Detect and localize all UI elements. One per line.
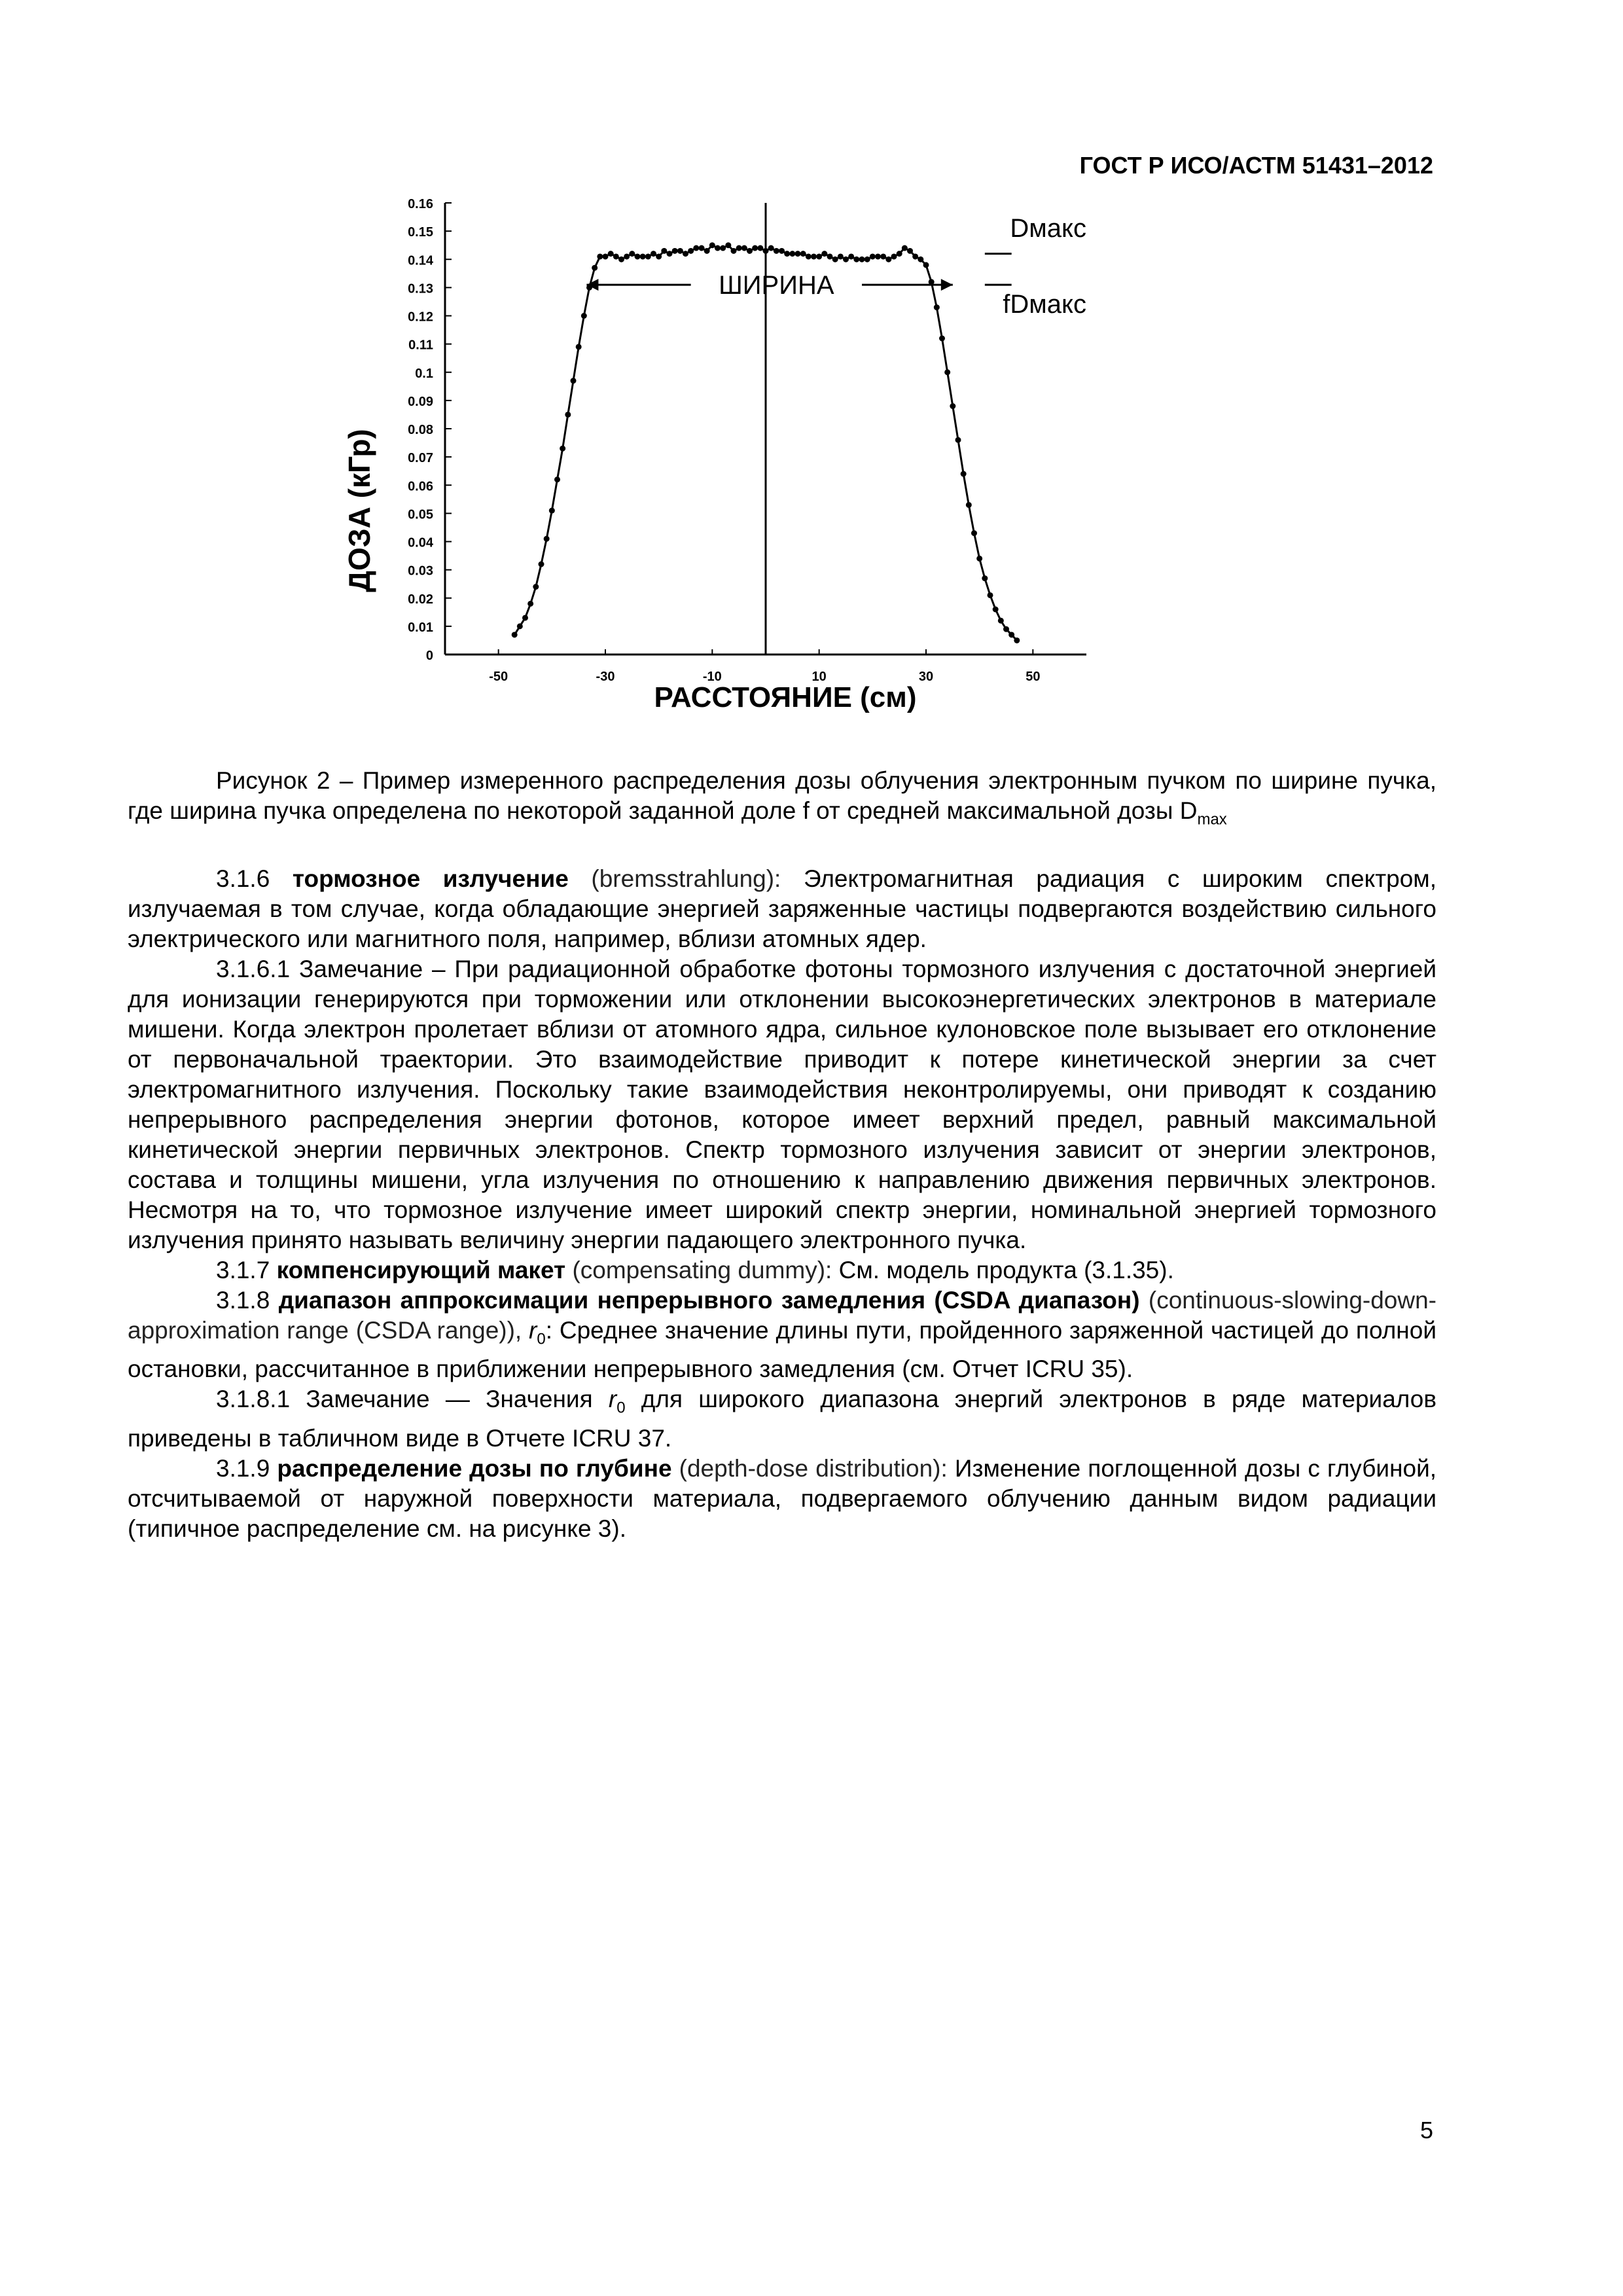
section-3-1-6 — [128, 864, 1436, 954]
data-point — [859, 257, 865, 262]
data-point — [618, 257, 624, 262]
data-point — [624, 253, 630, 259]
data-point — [934, 304, 940, 310]
section-number: 3.1.9 — [216, 1454, 270, 1482]
data-point — [848, 253, 854, 259]
section-3-1-6-1 — [128, 954, 1436, 1255]
data-point — [966, 502, 972, 508]
section-3-1-8-1 — [128, 1384, 1436, 1453]
data-point — [741, 245, 747, 251]
data-point — [923, 262, 929, 268]
data-point — [870, 253, 876, 259]
y-tick-label: 0.01 — [408, 620, 433, 635]
data-point — [961, 471, 967, 477]
y-tick-label: 0.15 — [408, 225, 433, 240]
section-3-1-7 — [128, 1255, 1436, 1285]
data-point — [517, 623, 523, 629]
data-point — [971, 530, 977, 536]
data-point — [768, 245, 774, 251]
x-tick-label: 10 — [812, 670, 827, 684]
data-point — [629, 251, 635, 257]
data-point — [651, 251, 656, 257]
data-point — [571, 378, 577, 384]
dose-distribution-figure — [327, 190, 1113, 726]
x-tick-label: -50 — [489, 670, 508, 684]
data-point — [976, 556, 982, 562]
data-point — [608, 251, 614, 257]
symbol: r — [529, 1317, 537, 1344]
data-point — [581, 313, 587, 319]
document-body — [128, 864, 1436, 1544]
data-point — [853, 257, 859, 262]
y-tick-label: 0.1 — [415, 366, 433, 381]
definition: Электромагнитная радиация с широким спектром, излучаемая в том случае, когда обладающие энергией заряженные частицы подвергаются воздействию сильного электрического или магнитного поля, например, вблизи атомных ядер. — [128, 865, 1437, 952]
data-point — [656, 253, 662, 259]
data-point — [544, 536, 550, 542]
data-point — [789, 251, 795, 257]
data-point — [667, 251, 673, 257]
data-point — [725, 242, 731, 248]
document-header: ГОСТ Р ИСО/АСТМ 51431–2012 — [1079, 152, 1433, 179]
data-point — [603, 253, 609, 259]
data-point — [720, 245, 726, 251]
data-point — [907, 248, 913, 254]
term-english: (compensating dummy): — [572, 1257, 832, 1283]
symbol: r — [608, 1386, 617, 1413]
data-point — [918, 257, 923, 262]
data-point — [565, 412, 571, 418]
term-english: (bremsstrahlung): — [591, 865, 781, 892]
section-number: 3.1.6 — [216, 865, 270, 892]
fdmax-label: fDмакс — [1003, 290, 1086, 319]
data-point — [709, 242, 715, 248]
data-point — [843, 257, 849, 262]
data-point — [640, 253, 646, 259]
data-point — [554, 476, 560, 482]
section-number: 3.1.8 — [216, 1287, 270, 1314]
data-point — [613, 253, 619, 259]
data-point — [939, 336, 945, 342]
data-point — [683, 251, 688, 257]
x-tick-label: 30 — [918, 670, 934, 684]
data-point — [955, 437, 961, 443]
data-point — [816, 253, 822, 259]
data-point — [747, 248, 753, 254]
data-point — [806, 253, 812, 259]
data-point — [635, 253, 641, 259]
data-point — [993, 607, 999, 613]
data-point — [731, 248, 737, 254]
data-point — [533, 584, 539, 590]
x-tick-label: -30 — [596, 670, 615, 684]
x-tick-label: -10 — [702, 670, 722, 684]
y-tick-label: 0.07 — [408, 451, 433, 466]
width-label: ШИРИНА — [719, 271, 834, 300]
data-point — [950, 403, 955, 409]
y-tick-label: 0.08 — [408, 423, 433, 437]
page-number: 5 — [1419, 2117, 1433, 2144]
y-tick-label: 0.09 — [408, 394, 433, 409]
data-point — [512, 632, 518, 637]
section-number: 3.1.7 — [216, 1257, 270, 1283]
data-point — [693, 245, 699, 251]
arrowhead-right — [941, 279, 953, 291]
y-tick-label: 0.03 — [408, 564, 433, 579]
data-point — [597, 253, 603, 259]
caption-text: Рисунок 2 – Пример измеренного распределения дозы облучения электронным пучком по ширине пучка, где ширина пучка определена по некоторой заданной доле f от средней максимальной дозы D — [128, 767, 1436, 824]
note-lead: Замечание – — [298, 956, 446, 982]
y-tick-label: 0.14 — [408, 253, 433, 268]
data-point — [827, 253, 833, 259]
data-point — [912, 253, 918, 259]
data-point — [576, 344, 582, 350]
section-number: 3.1.8.1 — [216, 1386, 291, 1413]
data-point — [672, 248, 678, 254]
data-point — [838, 253, 844, 259]
data-point — [944, 369, 950, 375]
term: распределение дозы по глубине — [277, 1454, 672, 1482]
data-point — [645, 253, 651, 259]
data-point — [865, 257, 870, 262]
x-tick-label: 50 — [1026, 670, 1041, 684]
y-tick-label: 0.11 — [408, 338, 433, 353]
data-point — [752, 245, 758, 251]
data-point — [757, 245, 763, 251]
data-point — [539, 562, 544, 567]
y-tick-label: 0.06 — [408, 479, 433, 494]
definition: : Среднее значение длины пути, пройденного заряженной частицей до полной остановки, рассчитанное в приближении непрерывного замедления (см. Отчет ICRU 35). — [128, 1317, 1436, 1383]
data-point — [795, 251, 801, 257]
data-point — [661, 248, 667, 254]
symbol-subscript: 0 — [537, 1330, 546, 1348]
data-point — [784, 251, 790, 257]
data-point — [715, 245, 721, 251]
y-tick-label: 0 — [425, 649, 433, 663]
data-point — [897, 251, 902, 257]
note-lead: Замечание — Значения — [306, 1386, 593, 1413]
term: диапазон аппроксимации непрерывного замедления (CSDA диапазон) — [278, 1287, 1140, 1314]
data-point — [549, 508, 555, 514]
data-point — [736, 245, 742, 251]
term-english: (continuous-slowing-down-approximation range (CSDA range)), — [128, 1287, 1437, 1344]
data-point — [592, 265, 597, 271]
definition: Изменение поглощенной дозы с глубиной, отсчитываемой от наружной поверхности материала, подвергаемого облучению данным видом радиации (типичное распределение см. на рисунке 3). — [128, 1454, 1437, 1542]
dmax-label: Dмакс — [1010, 213, 1086, 243]
data-point — [763, 248, 769, 254]
data-point — [880, 253, 886, 259]
data-point — [1014, 637, 1020, 643]
section-3-1-8 — [128, 1285, 1436, 1384]
y-tick-label: 0.13 — [408, 281, 433, 296]
y-tick-label: 0.04 — [408, 535, 433, 550]
figure-caption — [128, 766, 1436, 834]
y-tick-label: 0.02 — [408, 592, 433, 607]
term: компенсирующий макет — [276, 1257, 566, 1283]
data-point — [560, 446, 565, 452]
term: тормозное излучение — [292, 865, 569, 892]
symbol-subscript: 0 — [616, 1399, 626, 1417]
data-point — [885, 257, 891, 262]
data-point — [982, 575, 988, 581]
definition: См. модель продукта (3.1.35). — [838, 1257, 1174, 1283]
data-point — [811, 253, 817, 259]
data-point — [522, 615, 528, 620]
note-text: При радиационной обработке фотоны тормозного излучения с достаточной энергией для ионизации генерируются при торможении или отклонении высокоэнергетических электронов в материале мишени. Когда электрон пролетает вблизи от атомного ядра, сильное кулоновское поле вызывает его отклонение от первоначальной траектории. Это взаимодействие приводит к потере кинетической энергии за счет электромагнитного излучения. Поскольку такие взаимодействия неконтролируемы, они приводят к созданию непрерывного распределения энергии фотонов, которое имеет верхний предел, равный максимальной кинетической энергии первичных электронов. Спектр тормозного излучения зависит от энергии электронов, состава и толщины мишени, угла излучения по отношению к направлению движения первичных электронов. Несмотря на то, что тормозное излучение имеет широкий спектр энергии, номинальной энергией тормозного излучения принято называть величину энергии падающего электронного пучка. — [128, 956, 1437, 1253]
data-point — [527, 601, 533, 607]
data-point — [688, 248, 694, 254]
data-point — [704, 248, 710, 254]
data-point — [821, 251, 827, 257]
data-point — [1003, 626, 1009, 632]
data-point — [779, 248, 785, 254]
data-point — [902, 245, 908, 251]
data-point — [800, 251, 806, 257]
section-3-1-9 — [128, 1454, 1436, 1544]
data-point — [875, 253, 881, 259]
data-point — [774, 248, 779, 254]
y-tick-label: 0.05 — [408, 507, 433, 522]
dose-chart — [327, 190, 1113, 726]
note-text: для широкого диапазона энергий электронов в ряде материалов приведены в табличном виде в Отчете ICRU 37. — [128, 1386, 1437, 1452]
data-point — [699, 245, 705, 251]
section-number: 3.1.6.1 — [216, 956, 291, 982]
data-point — [677, 248, 683, 254]
y-tick-label: 0.12 — [408, 310, 433, 325]
y-axis-label: ДОЗА (кГр) — [342, 429, 376, 592]
caption-subscript: max — [1197, 810, 1227, 829]
data-point — [1008, 632, 1014, 637]
data-point — [988, 592, 993, 598]
x-axis-label: РАССТОЯНИЕ (см) — [654, 681, 917, 713]
data-point — [832, 257, 838, 262]
term-english: (depth-dose distribution): — [679, 1454, 948, 1482]
y-tick-label: 0.16 — [408, 197, 433, 211]
data-point — [891, 253, 897, 259]
data-point — [998, 618, 1004, 624]
